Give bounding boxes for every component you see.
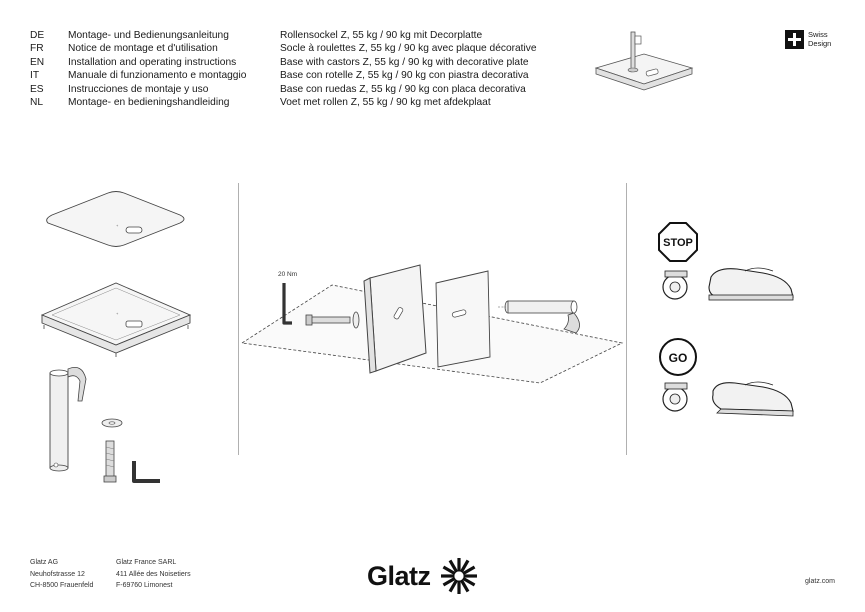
language-code: ES	[30, 83, 44, 95]
product-name: Base con ruedas Z, 55 kg / 90 kg con placa decorativa	[280, 83, 526, 95]
product-name: Socle à roulettes Z, 55 kg / 90 kg avec plaque décorative	[280, 43, 537, 55]
language-code: EN	[30, 56, 45, 68]
parts-overview-illustration	[30, 183, 235, 508]
product-thumbnail	[588, 26, 700, 108]
language-table	[30, 29, 580, 109]
language-code: DE	[30, 30, 45, 41]
decorative-plate	[47, 192, 184, 247]
brand-name: Glatz	[367, 560, 431, 591]
footer-address-ch	[30, 557, 93, 592]
stop-label: STOP	[663, 237, 693, 249]
glatz-sun-logo-icon	[439, 556, 479, 596]
swiss-design-label: Swiss Design	[808, 30, 832, 48]
company-name: Glatz AG	[30, 559, 59, 566]
svg-text:+: +	[116, 311, 119, 316]
language-row-es	[30, 83, 580, 96]
go-sign	[660, 339, 696, 375]
brand-logo	[367, 556, 479, 596]
brake-instructions	[645, 215, 805, 435]
base-block	[364, 265, 426, 373]
mast-tube	[50, 367, 86, 471]
manual-title: Manuale di funzionamento e montaggio	[68, 70, 247, 82]
bolt	[104, 441, 116, 482]
divider-right	[626, 183, 627, 455]
base-plate	[42, 283, 190, 357]
company-street: Neuhofstrasse 12	[30, 570, 85, 578]
footer-address-fr	[116, 557, 191, 592]
company-name: Glatz France SARL	[116, 559, 177, 566]
language-row-it	[30, 69, 580, 82]
go-label: GO	[668, 351, 688, 365]
divider-left	[238, 183, 239, 455]
svg-text:+: +	[116, 223, 119, 228]
allen-key	[134, 461, 160, 481]
language-row-en	[30, 56, 580, 69]
product-name: Voet met rollen Z, 55 kg / 90 kg met afdekplaat	[280, 97, 491, 109]
company-city: CH-8500 Frauenfeld	[30, 582, 94, 589]
torque-label: 20 Nm	[278, 271, 298, 278]
manual-title: Installation and operating instructions	[68, 56, 237, 68]
language-code: NL	[30, 97, 44, 109]
shoe-lifting-icon	[713, 382, 793, 416]
castor-wheel-locked	[663, 271, 687, 299]
product-name: Rollensockel Z, 55 kg / 90 kg mit Decorplatte	[280, 30, 483, 41]
assembly-illustration	[240, 183, 624, 433]
language-code: FR	[30, 43, 44, 55]
company-street: 411 Allée des Noisetiers	[116, 570, 191, 578]
washer	[353, 312, 359, 328]
product-name: Base con rotelle Z, 55 kg / 90 kg con piastra decorativa	[280, 70, 529, 82]
stop-sign	[659, 223, 697, 261]
manual-title: Montage- en bedieningshandleiding	[68, 97, 230, 109]
floor-surface	[242, 285, 622, 383]
company-city: F-69760 Limonest	[116, 582, 173, 589]
manual-title: Montage- und Bedienungsanleitung	[68, 30, 229, 41]
manual-title: Instrucciones de montaje y uso	[68, 83, 209, 95]
language-code: IT	[30, 70, 40, 82]
manual-title: Notice de montage et d'utilisation	[68, 43, 218, 55]
swiss-cross-icon	[785, 30, 804, 49]
castor-wheel-released	[663, 383, 687, 411]
product-name: Base with castors Z, 55 kg / 90 kg with decorative plate	[280, 56, 529, 68]
language-row-de	[30, 29, 580, 42]
website-link[interactable]: glatz.com	[805, 578, 835, 585]
shoe-pressing-icon	[709, 268, 793, 300]
language-row-nl	[30, 96, 580, 109]
language-row-fr	[30, 42, 580, 55]
swiss-design-badge	[785, 30, 831, 49]
decorative-plate	[436, 271, 490, 367]
